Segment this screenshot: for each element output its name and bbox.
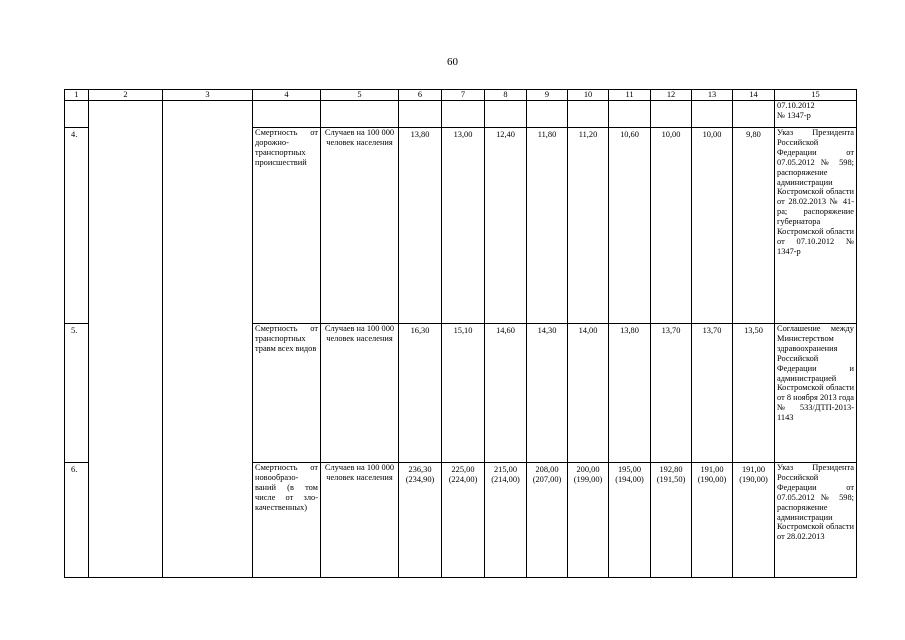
unit-of-measure: Случаев на 100 000 человек населения <box>321 463 399 578</box>
col-header-15: 15 <box>775 90 857 101</box>
cell-unit <box>321 101 399 128</box>
value-col-9: 208,00 (207,00) <box>527 463 568 578</box>
value-col-8: 12,40 <box>485 128 527 324</box>
value-col-9: 14,30 <box>527 324 568 463</box>
col-header-3: 3 <box>163 90 253 101</box>
row-number: 6. <box>65 463 89 578</box>
cell-col2-merged <box>89 101 163 578</box>
value-col-6: 16,30 <box>399 324 442 463</box>
cell-value <box>399 101 442 128</box>
value-col-10: 200,00 (199,00) <box>568 463 609 578</box>
value-col-11: 195,00 (194,00) <box>609 463 651 578</box>
cell-value <box>692 101 733 128</box>
col-header-6: 6 <box>399 90 442 101</box>
value-col-14: 13,50 <box>733 324 775 463</box>
value-col-14: 9,80 <box>733 128 775 324</box>
legal-basis: Соглашение между Министерством здравоохранения Российской Федерации и администрацией Костромской области от 8 ноября 2013 года № 533/ДТП-2013-1143 <box>775 324 857 463</box>
cell-value <box>485 101 527 128</box>
cell-indicator <box>253 101 321 128</box>
cell-value <box>609 101 651 128</box>
value-col-13: 13,70 <box>692 324 733 463</box>
value-col-8: 14,60 <box>485 324 527 463</box>
unit-of-measure: Случаев на 100 000 человек населения <box>321 324 399 463</box>
col-header-12: 12 <box>651 90 692 101</box>
value-col-13: 10,00 <box>692 128 733 324</box>
cell-value <box>568 101 609 128</box>
cell-num <box>65 101 89 128</box>
cell-basis: 07.10.2012 № 1347-р <box>775 101 857 128</box>
value-col-6: 13,80 <box>399 128 442 324</box>
legal-basis: Указ Президента Российской Федерации от 07.05.2012 № 598; распоряжение администрации Костромской области от 28.02.2013 № 41-ра; распоряжение губернатора Костромской области от 07.10.2012 № 1347-р <box>775 128 857 324</box>
col-header-14: 14 <box>733 90 775 101</box>
value-col-6: 236,30 (234,90) <box>399 463 442 578</box>
value-col-10: 14,00 <box>568 324 609 463</box>
col-header-7: 7 <box>442 90 485 101</box>
col-header-8: 8 <box>485 90 527 101</box>
value-col-7: 15,10 <box>442 324 485 463</box>
col-header-5: 5 <box>321 90 399 101</box>
col-header-2: 2 <box>89 90 163 101</box>
value-col-7: 13,00 <box>442 128 485 324</box>
value-col-7: 225,00 (224,00) <box>442 463 485 578</box>
cell-value <box>733 101 775 128</box>
cell-value <box>442 101 485 128</box>
value-col-10: 11,20 <box>568 128 609 324</box>
value-col-12: 13,70 <box>651 324 692 463</box>
value-col-12: 192,80 (191,50) <box>651 463 692 578</box>
legal-basis: Указ Президента Российской Федерации от 07.05.2012 № 598; распоряжение администрации Костромской области от 28.02.2013 <box>775 463 857 578</box>
unit-of-measure: Случаев на 100 000 человек населения <box>321 128 399 324</box>
col-header-9: 9 <box>527 90 568 101</box>
indicator-name: Смертность от дорожно-транспортных происшествий <box>253 128 321 324</box>
table-row-continued <box>65 101 857 128</box>
col-header-10: 10 <box>568 90 609 101</box>
col-header-4: 4 <box>253 90 321 101</box>
page-number: 60 <box>447 56 458 68</box>
col-header-11: 11 <box>609 90 651 101</box>
value-col-9: 11,80 <box>527 128 568 324</box>
column-number-row <box>65 90 857 101</box>
value-col-14: 191,00 (190,00) <box>733 463 775 578</box>
row-number: 4. <box>65 128 89 324</box>
indicator-name: Смертность от транспортных травм всех видов <box>253 324 321 463</box>
value-col-12: 10,00 <box>651 128 692 324</box>
cell-col3-merged <box>163 101 253 578</box>
value-col-13: 191,00 (190,00) <box>692 463 733 578</box>
col-header-13: 13 <box>692 90 733 101</box>
value-col-11: 10,60 <box>609 128 651 324</box>
value-col-8: 215,00 (214,00) <box>485 463 527 578</box>
indicator-name: Смертность от новообразо-ваний (в том числе от зло-качественных) <box>253 463 321 578</box>
indicators-table <box>64 89 857 578</box>
cell-value <box>527 101 568 128</box>
value-col-11: 13,80 <box>609 324 651 463</box>
col-header-1: 1 <box>65 90 89 101</box>
cell-value <box>651 101 692 128</box>
row-number: 5. <box>65 324 89 463</box>
